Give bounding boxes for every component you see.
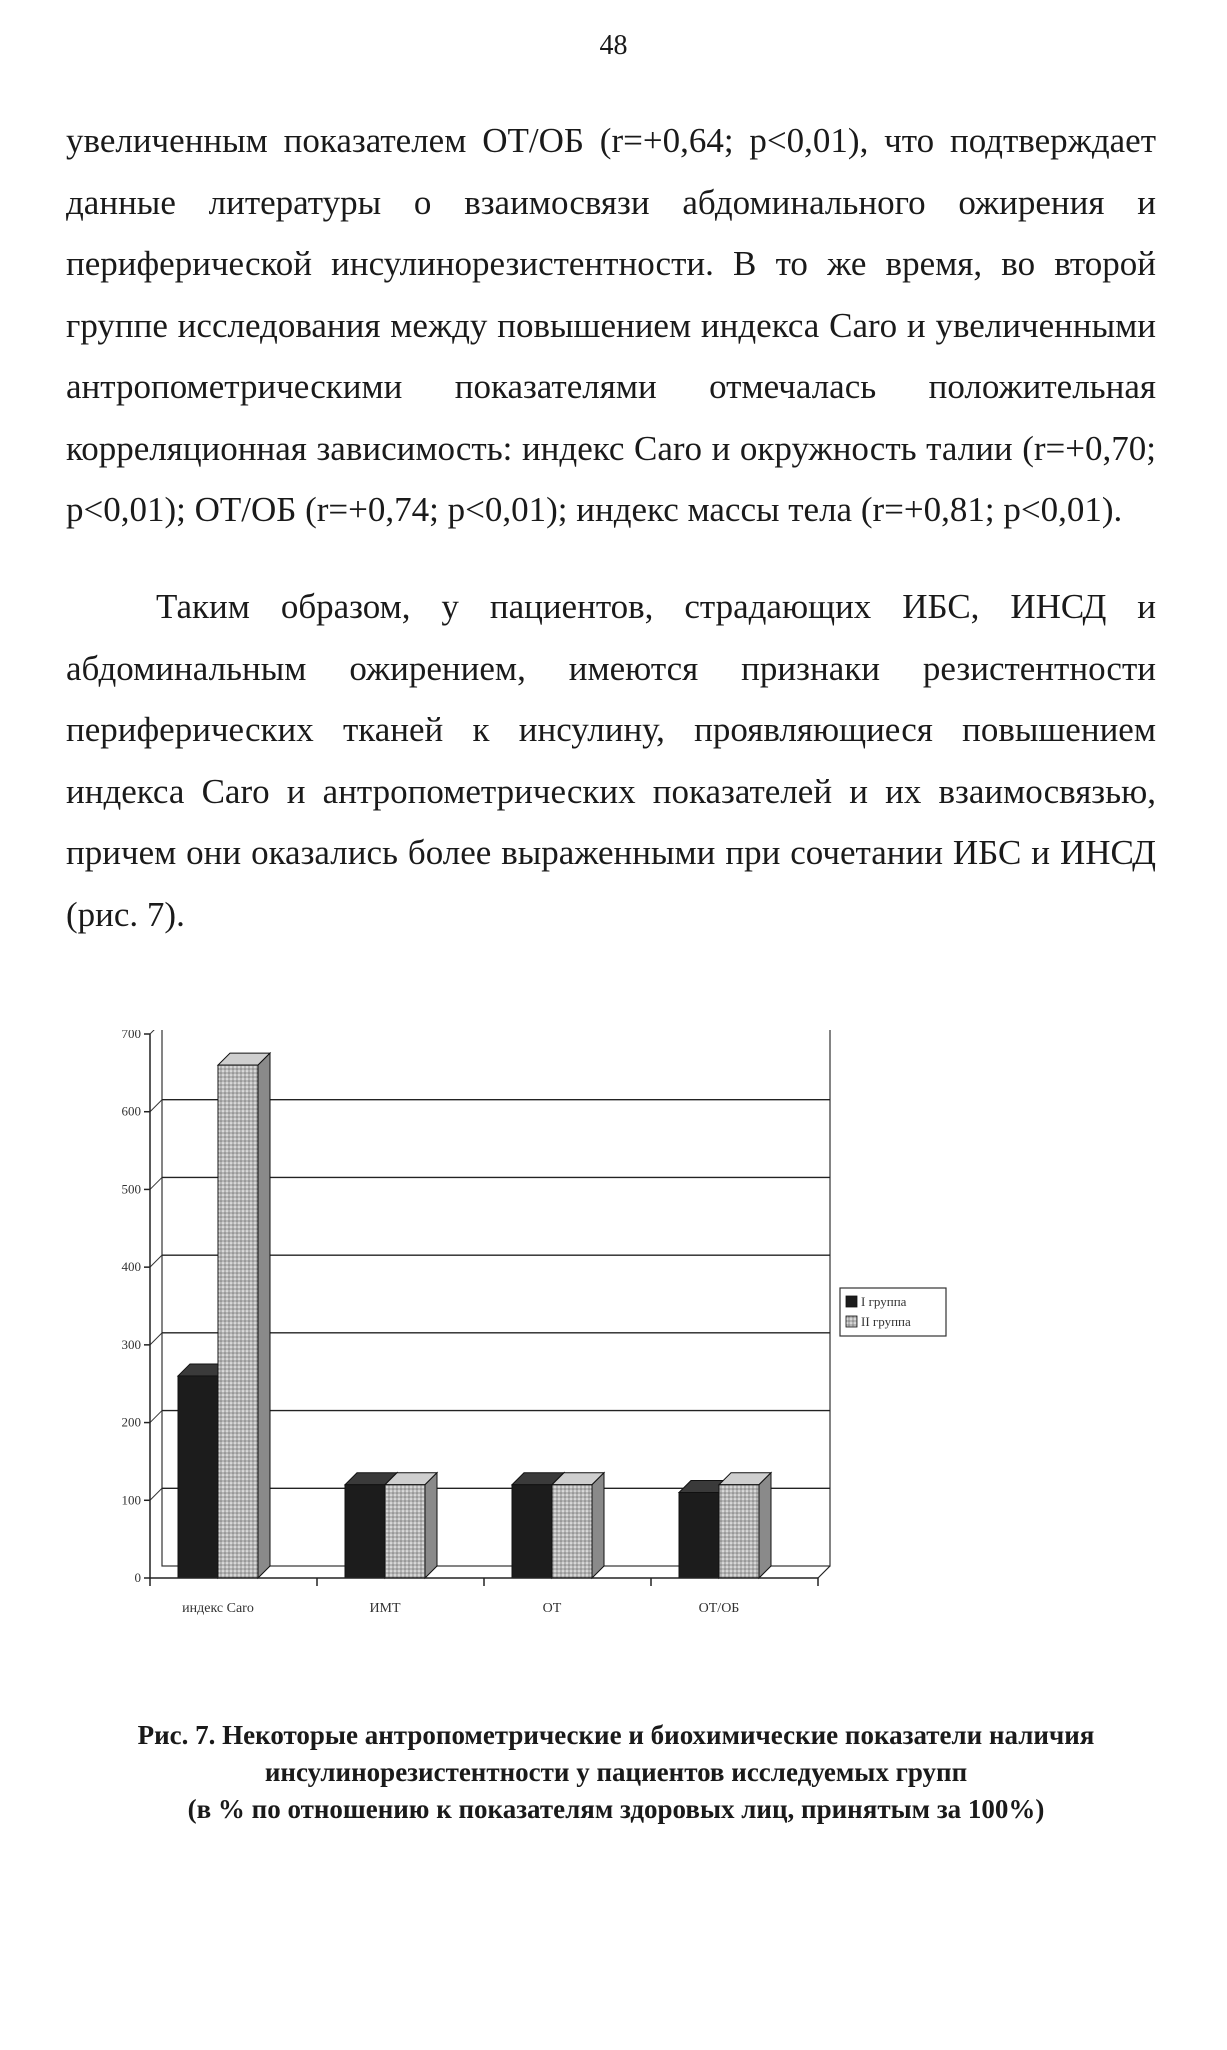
- gridline-diagonal: [150, 1333, 162, 1345]
- bar-front: [719, 1485, 759, 1578]
- gridline-diagonal: [150, 1100, 162, 1112]
- bar-front: [218, 1065, 258, 1578]
- text-line: корреляционная зависимость: индекс Caro и окружность талии (r=+0,70;: [66, 428, 1156, 468]
- bar-front: [178, 1376, 218, 1578]
- bar-side: [425, 1473, 437, 1578]
- legend: [840, 1288, 946, 1336]
- text-line: абдоминальным ожирением, имеются признаки резистентности: [66, 648, 1156, 688]
- gridline-diagonal: [150, 1411, 162, 1423]
- legend-label: II группа: [861, 1314, 911, 1329]
- text-line: периферической инсулинорезистентности. В то же время, во второй: [66, 244, 1156, 283]
- bar-front: [679, 1493, 719, 1578]
- gridline-diagonal: [150, 1177, 162, 1189]
- gridline-diagonal: [150, 1255, 162, 1267]
- text-line: Таким образом, у пациентов, страдающих ИБС, ИНСД и: [156, 587, 1156, 626]
- y-axis: [122, 1030, 151, 1585]
- bar: [385, 1473, 437, 1578]
- legend-label: I группа: [861, 1294, 907, 1309]
- x-tick-label: ИМТ: [369, 1601, 401, 1616]
- gridline-diagonal: [150, 1488, 162, 1500]
- x-tick-label: ОТ: [542, 1601, 562, 1616]
- text-line: p<0,01); ОТ/ОБ (r=+0,74; p<0,01); индекс массы тела (r=+0,81; p<0,01).: [66, 490, 1123, 529]
- text-line: увеличенным показателем ОТ/ОБ (r=+0,64; p<0,01), что подтверждает: [66, 121, 1156, 160]
- bar: [719, 1473, 771, 1578]
- paragraph-2: [66, 576, 1156, 945]
- y-tick-label: 600: [121, 1103, 141, 1119]
- text-line: (рис. 7).: [66, 894, 185, 934]
- legend-swatch: [846, 1316, 857, 1327]
- text-line: причем они оказались более выраженными при сочетании ИБС и ИНСД: [66, 833, 1156, 872]
- legend-swatch: [846, 1296, 857, 1307]
- x-tick-label: ОТ/ОБ: [698, 1601, 740, 1616]
- x-axis-edge: [818, 1566, 830, 1578]
- bar-front: [512, 1485, 552, 1578]
- text-line: группе исследования между повышением индекса Caro и увеличенными: [66, 305, 1156, 345]
- caption-line: Рис. 7. Некоторые антропометрические и биохимические показатели наличия: [137, 1720, 1095, 1750]
- gridline-diagonal: [150, 1030, 162, 1034]
- figure-caption: [66, 1717, 1166, 1828]
- text-line: данные литературы о взаимосвязи абдоминального ожирения и: [66, 182, 1156, 222]
- text-line: периферических тканей к инсулину, проявляющиеся повышением: [66, 710, 1156, 749]
- text-line: антропометрическими показателями отмечалась положительная: [66, 367, 1156, 406]
- bar-side: [759, 1473, 771, 1578]
- text-line: индекса Caro и антропометрических показателей и их взаимосвязью,: [66, 771, 1156, 811]
- bar-front: [345, 1485, 385, 1578]
- x-tick-label: индекс Caro: [182, 1601, 254, 1616]
- bar-side: [592, 1473, 604, 1578]
- bar-front: [552, 1485, 592, 1578]
- bar-front: [385, 1485, 425, 1578]
- y-tick-label: 200: [121, 1414, 141, 1430]
- page-number: 48: [599, 30, 628, 61]
- paragraph-1: [66, 110, 1156, 541]
- y-tick-label: 300: [121, 1336, 141, 1352]
- y-tick-label: 0: [134, 1570, 141, 1585]
- y-tick-label: 400: [121, 1259, 141, 1275]
- y-tick-label: 100: [121, 1492, 141, 1508]
- bar: [552, 1473, 604, 1578]
- y-tick-label: 700: [121, 1030, 141, 1041]
- y-tick-label: 500: [121, 1181, 141, 1197]
- bar-side: [258, 1053, 270, 1578]
- bar: [218, 1053, 270, 1578]
- bar-chart: [90, 1030, 990, 1640]
- caption-line: (в % по отношению к показателям здоровых лиц, принятым за 100%): [187, 1794, 1045, 1824]
- caption-line: инсулинорезистентности у пациентов исследуемых групп: [264, 1757, 968, 1787]
